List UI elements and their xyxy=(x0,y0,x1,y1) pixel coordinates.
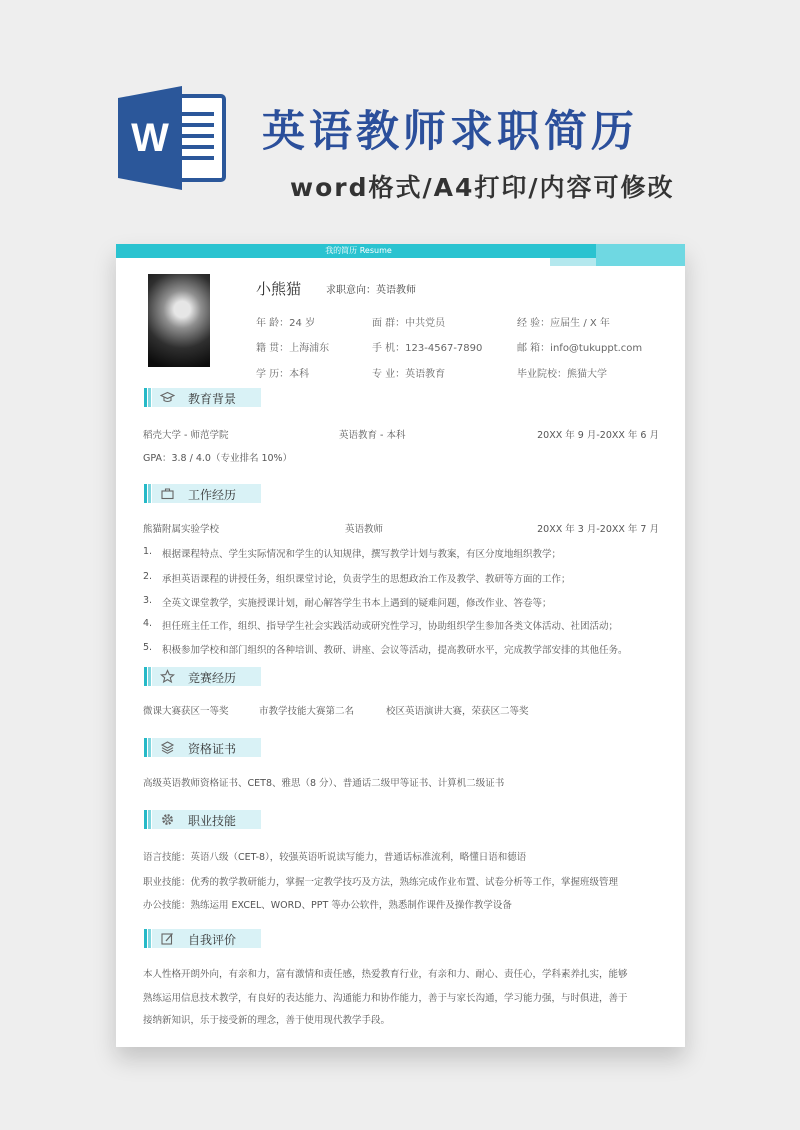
education-period: 20XX 年 9 月-20XX 年 6 月 xyxy=(537,430,659,441)
layers-icon xyxy=(160,740,175,755)
word-app-icon xyxy=(118,84,226,192)
competition-item: 校区英语演讲大赛，荣获区二等奖 xyxy=(386,706,529,717)
info-hometown: 籍 贯：上海浦东 xyxy=(256,343,330,354)
candidate-name: 小熊猫 xyxy=(256,280,302,298)
certificates-text: 高级英语教师资格证书、CET8、雅思（8 分）、普通话二级甲等证书、计算机二级证书 xyxy=(143,778,505,789)
work-item-text: 全英文课堂教学，实施授课计划，耐心解答学生书本上遇到的疑难问题，修改作业、答卷等； xyxy=(162,598,552,609)
section-title-skills: 职业技能 xyxy=(188,814,237,828)
section-title-self-eval: 自我评价 xyxy=(188,933,237,947)
work-item-number: 4. xyxy=(143,618,153,629)
work-period: 20XX 年 3 月-20XX 年 7 月 xyxy=(537,524,659,535)
work-item-text: 积极参加学校和部门组织的各种培训、教研、讲座、会议等活动，提高教研水平，完成教学部安排的其他任务。 xyxy=(162,645,628,656)
work-item-number: 2. xyxy=(143,571,153,582)
work-company: 熊猫附属实验学校 xyxy=(143,524,220,535)
briefcase-icon xyxy=(160,486,175,501)
info-school: 毕业院校：熊猫大学 xyxy=(517,369,607,380)
work-item-number: 1. xyxy=(143,546,153,557)
info-political: 面 群：中共党员 xyxy=(372,318,446,329)
education-school: 稻壳大学 - 师范学院 xyxy=(143,430,229,441)
work-item-text: 根据课程特点、学生实际情况和学生的认知规律，撰写教学计划与教案，有区分度地组织教学； xyxy=(162,549,562,560)
skills-line: 职业技能：优秀的教学教研能力，掌握一定教学技巧及方法，熟练完成作业布置、试卷分析等工作，掌握班级管理 xyxy=(143,877,619,888)
graduation-cap-icon xyxy=(160,390,175,405)
self-eval-line: 接纳新知识，乐于接受新的理念，善于使用现代教学手段。 xyxy=(143,1015,391,1026)
word-icon-letter: W xyxy=(131,116,169,160)
gear-icon xyxy=(160,812,175,827)
resume-page xyxy=(116,244,685,1047)
self-eval-line: 本人性格开朗外向，有亲和力，富有激情和责任感，热爱教育行业，有亲和力、耐心、责任心，学科素养扎实，能够 xyxy=(143,969,628,980)
banner-title: 英语教师求职简历 xyxy=(262,107,638,157)
section-header-education xyxy=(144,388,261,407)
star-icon xyxy=(160,669,175,684)
header-accent-block xyxy=(596,244,685,266)
skills-line: 语言技能：英语八级（CET-8），较强英语听说读写能力，普通话标准流利，略懂日语和德语 xyxy=(143,852,527,863)
header-accent-strip xyxy=(550,258,596,266)
section-title-certificates: 资格证书 xyxy=(188,742,237,756)
edit-icon xyxy=(160,931,175,946)
work-item-text: 承担英语课程的讲授任务，组织课堂讨论，负责学生的思想政治工作及教学、教研等方面的工作； xyxy=(162,574,571,585)
profile-photo xyxy=(148,274,210,367)
info-phone: 手 机：123-4567-7890 xyxy=(372,343,483,354)
section-header-certificates xyxy=(144,738,261,757)
competition-item: 市教学技能大赛第二名 xyxy=(259,706,355,717)
competition-item: 微课大赛获区一等奖 xyxy=(143,706,229,717)
banner-subtitle: word格式/A4打印/内容可修改 xyxy=(290,173,675,202)
section-header-self-eval xyxy=(144,929,261,948)
work-item-number: 3. xyxy=(143,595,153,606)
info-education: 学 历：本科 xyxy=(256,369,310,380)
info-experience: 经 验：应届生 / X 年 xyxy=(517,318,610,329)
work-item-number: 5. xyxy=(143,642,153,653)
education-major: 英语教育 - 本科 xyxy=(339,430,406,441)
section-title-competition: 竞赛经历 xyxy=(188,671,237,685)
section-header-competition xyxy=(144,667,261,686)
job-intent: 求职意向：英语教师 xyxy=(326,285,416,296)
work-item-text: 担任班主任工作，组织、指导学生社会实践活动或研究性学习，协助组织学生参加各类文体活动、社团活动； xyxy=(162,621,619,632)
section-header-work xyxy=(144,484,261,503)
resume-header-bar: 我的简历 Resume xyxy=(116,244,601,258)
self-eval-line: 熟练运用信息技术教学，有良好的表达能力、沟通能力和协作能力，善于与家长沟通，学习能力强，与时俱进，善于 xyxy=(143,993,628,1004)
section-title-education: 教育背景 xyxy=(188,392,237,406)
info-age: 年 龄：24 岁 xyxy=(256,318,316,329)
info-major: 专 业：英语教育 xyxy=(372,369,446,380)
skills-line: 办公技能：熟练运用 EXCEL、WORD、PPT 等办公软件，熟悉制作课件及操作教学设备 xyxy=(143,900,512,911)
work-position: 英语教师 xyxy=(345,524,384,535)
info-email: 邮 箱：info@tukuppt.com xyxy=(517,343,643,354)
section-title-work: 工作经历 xyxy=(188,488,237,502)
section-header-skills xyxy=(144,810,261,829)
education-gpa: GPA：3.8 / 4.0（专业排名 10%） xyxy=(143,453,293,464)
